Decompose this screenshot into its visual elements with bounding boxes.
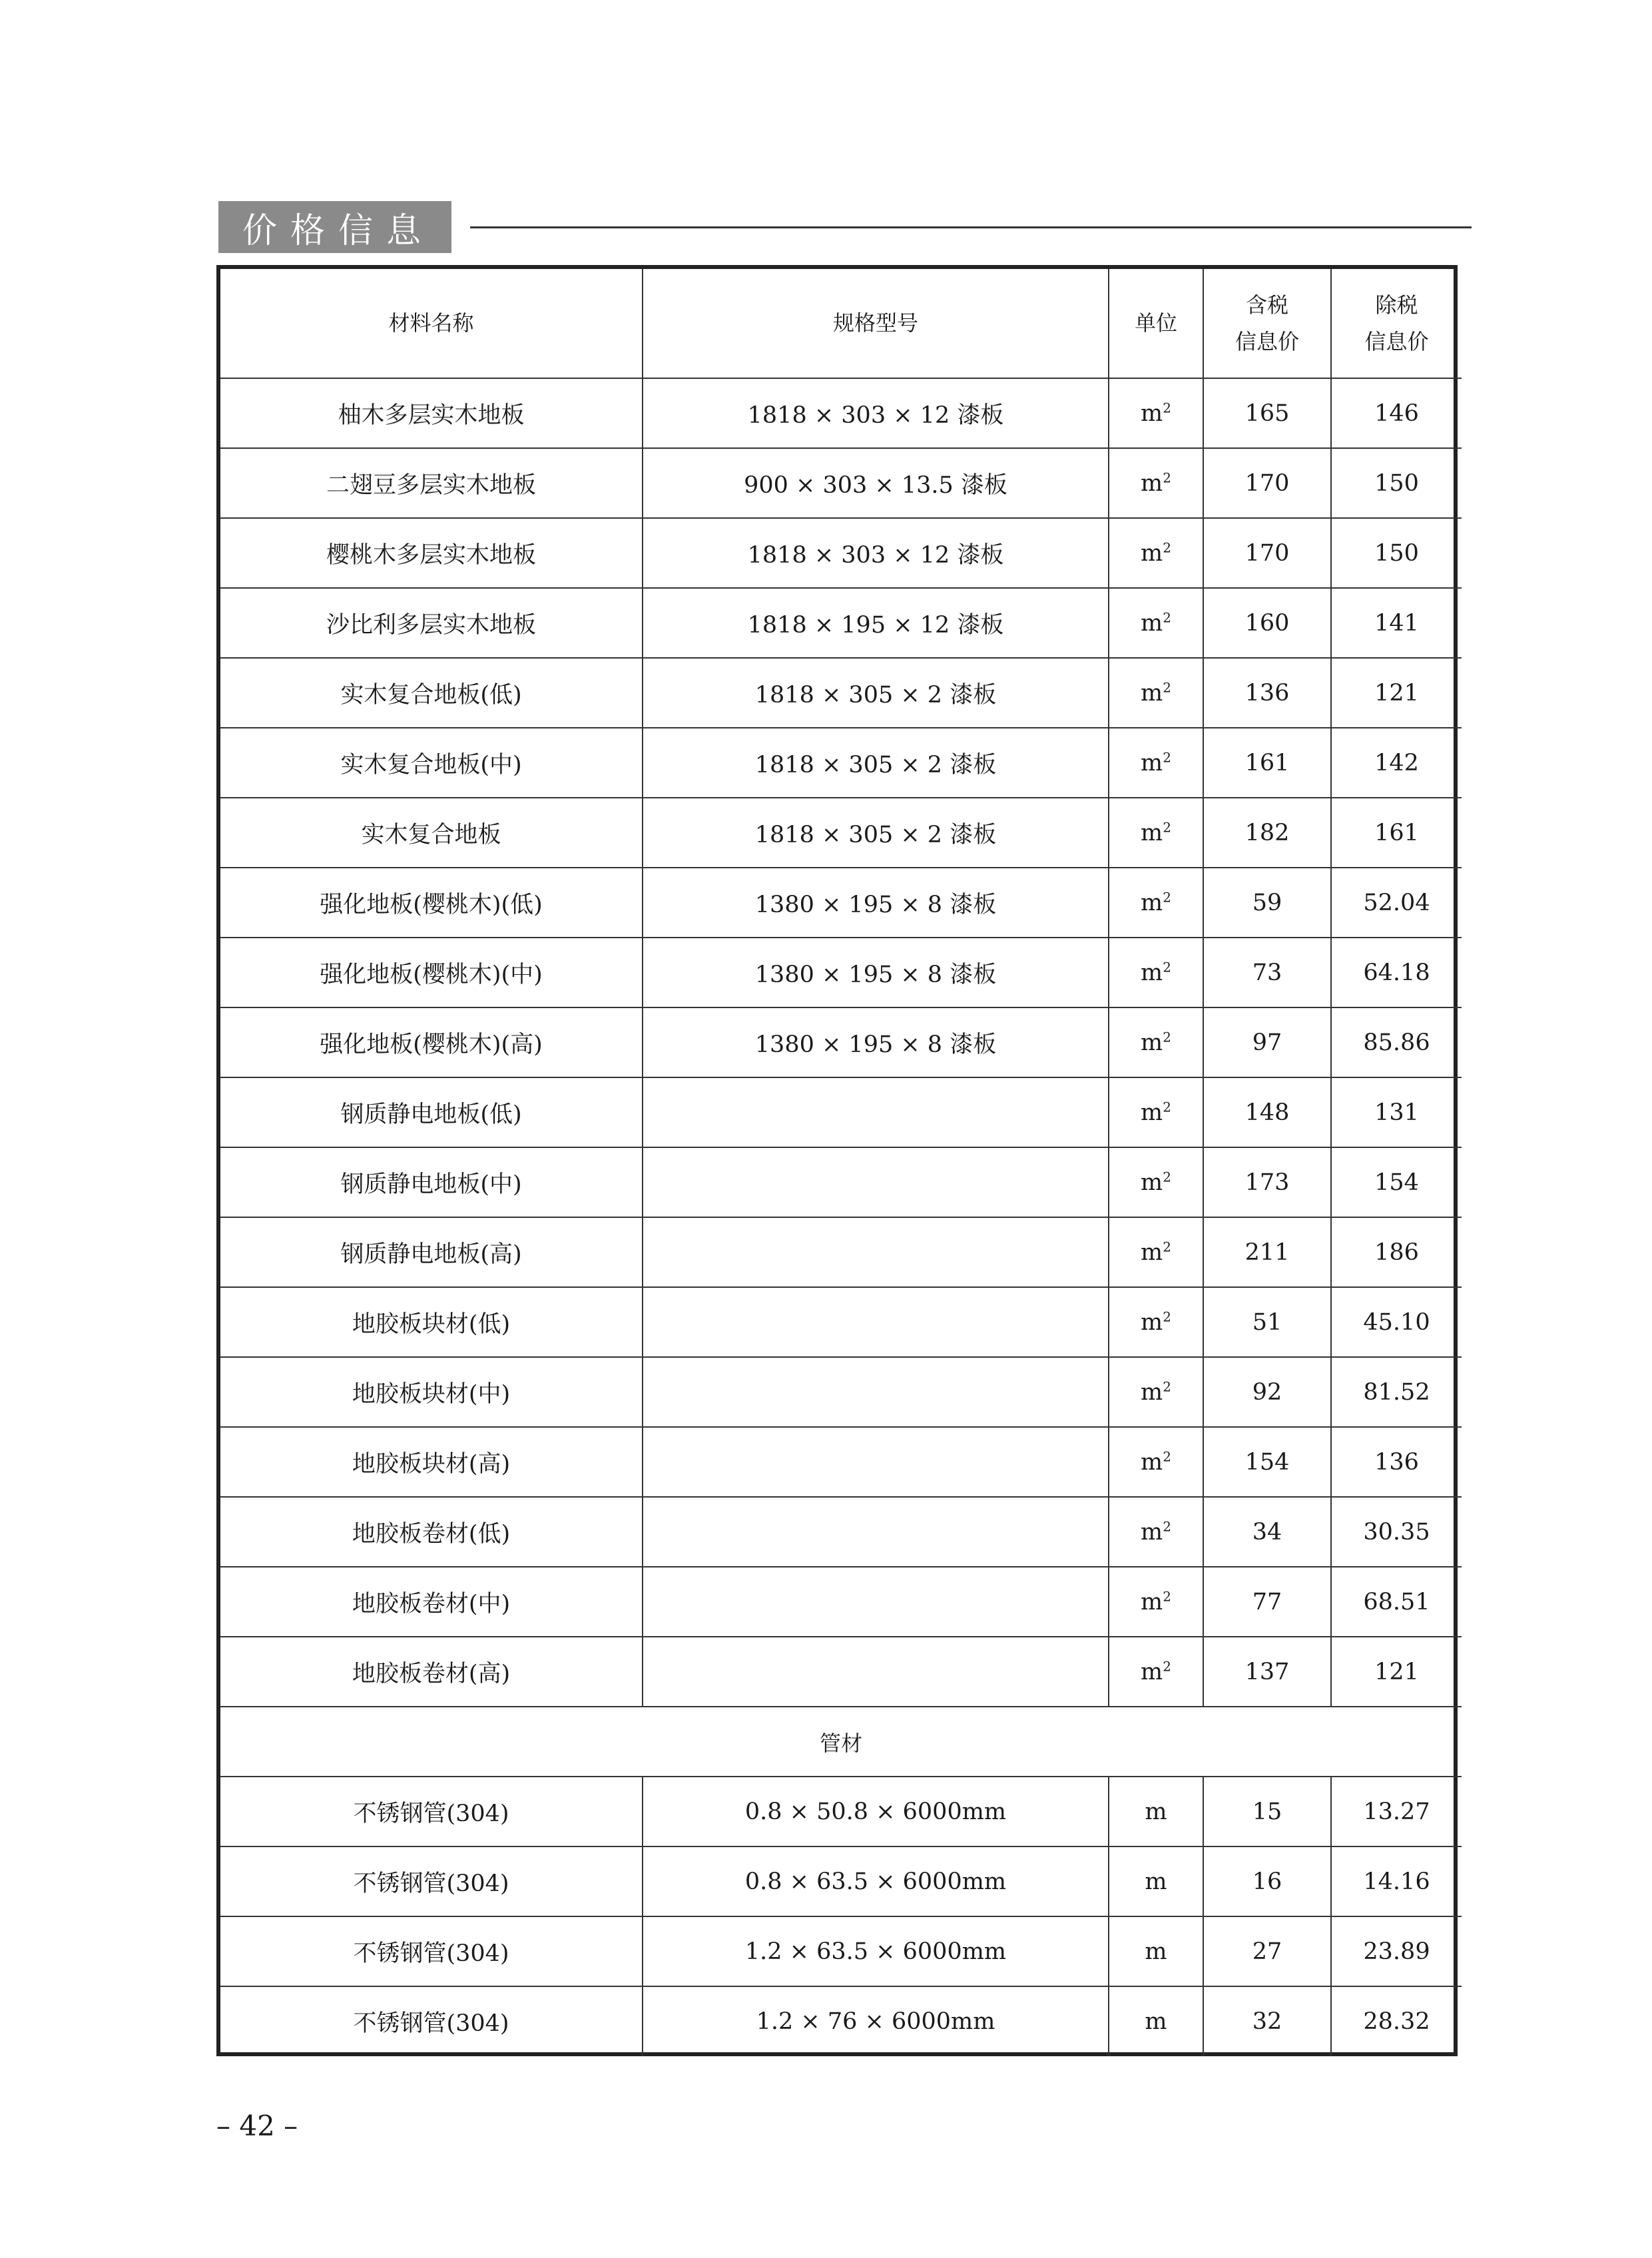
col-header-name: 材料名称	[220, 269, 643, 378]
cell-name: 樱桃木多层实木地板	[220, 518, 643, 588]
unit-base: m	[1141, 1448, 1163, 1476]
unit-base: m	[1141, 749, 1163, 776]
unit-superscript: 2	[1163, 1308, 1171, 1324]
cell-price-tax: 161	[1203, 728, 1331, 798]
unit-superscript: 2	[1163, 888, 1171, 905]
table-row	[220, 1357, 1462, 1427]
cell-price-tax: 165	[1203, 378, 1331, 448]
col-header-price-notax-line1: 除税	[1375, 292, 1418, 318]
cell-name: 沙比利多层实木地板	[220, 588, 643, 658]
cell-spec: 1380 × 195 × 8 漆板	[643, 938, 1109, 1007]
cell-spec: 1818 × 305 × 2 漆板	[643, 728, 1109, 798]
table-row	[220, 1427, 1462, 1497]
cell-price-tax: 32	[1203, 1986, 1331, 2056]
cell-unit	[1109, 1637, 1203, 1707]
cell-spec	[643, 1077, 1109, 1147]
cell-unit	[1109, 1147, 1203, 1217]
cell-price-tax: 211	[1203, 1217, 1331, 1287]
cell-price-notax: 28.32	[1331, 1986, 1462, 2056]
col-header-price-tax-line2: 信息价	[1235, 328, 1299, 354]
table-header-row	[220, 269, 1462, 378]
cell-spec: 0.8 × 63.5 × 6000mm	[643, 1846, 1109, 1916]
cell-price-notax: 30.35	[1331, 1497, 1462, 1567]
cell-unit: m	[1109, 1916, 1203, 1986]
col-header-price-tax	[1203, 269, 1331, 378]
unit-base: m	[1141, 539, 1163, 567]
unit-base: m	[1141, 889, 1163, 916]
cell-price-notax: 68.51	[1331, 1567, 1462, 1637]
cell-price-notax: 161	[1331, 798, 1462, 868]
cell-price-notax: 45.10	[1331, 1287, 1462, 1357]
cell-price-tax: 154	[1203, 1427, 1331, 1497]
cell-price-tax: 137	[1203, 1637, 1331, 1707]
cell-name: 钢质静电地板(中)	[220, 1147, 643, 1217]
cell-price-tax: 97	[1203, 1007, 1331, 1077]
cell-unit	[1109, 868, 1203, 938]
section-label: 管材	[220, 1707, 1462, 1777]
cell-spec: 1380 × 195 × 8 漆板	[643, 868, 1109, 938]
cell-spec: 1818 × 195 × 12 漆板	[643, 588, 1109, 658]
table-row	[220, 728, 1462, 798]
unit-superscript: 2	[1163, 609, 1171, 625]
unit-base: m	[1141, 1169, 1163, 1196]
cell-name: 实木复合地板(低)	[220, 658, 643, 728]
unit-base: m	[1141, 679, 1163, 706]
cell-name: 不锈钢管(304)	[220, 1846, 643, 1916]
unit-superscript: 2	[1163, 539, 1171, 555]
table-row	[220, 868, 1462, 938]
cell-price-tax: 170	[1203, 448, 1331, 518]
cell-spec: 900 × 303 × 13.5 漆板	[643, 448, 1109, 518]
unit-superscript: 2	[1163, 1448, 1171, 1464]
cell-price-tax: 170	[1203, 518, 1331, 588]
cell-spec: 1818 × 303 × 12 漆板	[643, 378, 1109, 448]
cell-price-tax: 34	[1203, 1497, 1331, 1567]
unit-superscript: 2	[1163, 1518, 1171, 1534]
cell-price-notax: 146	[1331, 378, 1462, 448]
table-row	[220, 448, 1462, 518]
unit-superscript: 2	[1163, 1238, 1171, 1255]
table-row	[220, 378, 1462, 448]
cell-price-tax: 148	[1203, 1077, 1331, 1147]
cell-name: 地胶板卷材(高)	[220, 1637, 643, 1707]
cell-name: 地胶板块材(高)	[220, 1427, 643, 1497]
unit-base: m	[1141, 819, 1163, 846]
cell-price-notax: 13.27	[1331, 1777, 1462, 1846]
cell-price-tax: 16	[1203, 1846, 1331, 1916]
unit-base: m	[1141, 1518, 1163, 1546]
cell-price-tax: 59	[1203, 868, 1331, 938]
table-row	[220, 1846, 1462, 1916]
table-row	[220, 1567, 1462, 1637]
cell-price-notax: 52.04	[1331, 868, 1462, 938]
unit-base: m	[1141, 1029, 1163, 1056]
unit-superscript: 2	[1163, 1168, 1171, 1185]
unit-base: m	[1141, 1239, 1163, 1266]
cell-price-tax: 51	[1203, 1287, 1331, 1357]
cell-name: 柚木多层实木地板	[220, 378, 643, 448]
cell-unit: m	[1109, 1986, 1203, 2056]
cell-name: 不锈钢管(304)	[220, 1986, 643, 2056]
unit-base: m	[1141, 469, 1163, 497]
cell-name: 地胶板卷材(中)	[220, 1567, 643, 1637]
header-rule	[470, 226, 1472, 228]
unit-base: m	[1141, 1588, 1163, 1615]
cell-spec	[643, 1427, 1109, 1497]
cell-unit	[1109, 798, 1203, 868]
cell-unit	[1109, 1357, 1203, 1427]
unit-superscript: 2	[1163, 748, 1171, 765]
table-row	[220, 1217, 1462, 1287]
unit-superscript: 2	[1163, 1028, 1171, 1045]
cell-price-tax: 27	[1203, 1916, 1331, 1986]
table-row	[220, 1497, 1462, 1567]
cell-spec: 1818 × 305 × 2 漆板	[643, 798, 1109, 868]
unit-base: m	[1141, 1378, 1163, 1406]
unit-base: m	[1141, 400, 1163, 427]
table-row	[220, 1147, 1462, 1217]
table-row	[220, 1637, 1462, 1707]
cell-price-notax: 136	[1331, 1427, 1462, 1497]
cell-price-notax: 142	[1331, 728, 1462, 798]
cell-price-notax: 121	[1331, 1637, 1462, 1707]
cell-price-tax: 92	[1203, 1357, 1331, 1427]
cell-spec	[643, 1287, 1109, 1357]
unit-base: m	[1141, 609, 1163, 637]
cell-name: 地胶板卷材(低)	[220, 1497, 643, 1567]
cell-price-tax: 73	[1203, 938, 1331, 1007]
cell-unit	[1109, 658, 1203, 728]
table-row	[220, 1077, 1462, 1147]
cell-price-tax: 173	[1203, 1147, 1331, 1217]
table-row	[220, 588, 1462, 658]
table-row	[220, 518, 1462, 588]
cell-spec	[643, 1567, 1109, 1637]
cell-name: 强化地板(樱桃木)(低)	[220, 868, 643, 938]
col-header-price-tax-line1: 含税	[1245, 292, 1288, 318]
section-header	[218, 201, 451, 253]
cell-price-notax: 186	[1331, 1217, 1462, 1287]
cell-price-tax: 136	[1203, 658, 1331, 728]
cell-unit	[1109, 728, 1203, 798]
cell-price-notax: 141	[1331, 588, 1462, 658]
table-row	[220, 938, 1462, 1007]
cell-spec: 1818 × 303 × 12 漆板	[643, 518, 1109, 588]
price-table-frame	[216, 265, 1458, 2056]
cell-price-notax: 131	[1331, 1077, 1462, 1147]
cell-unit	[1109, 1427, 1203, 1497]
cell-unit	[1109, 518, 1203, 588]
table-row	[220, 1916, 1462, 1986]
table-row	[220, 1007, 1462, 1077]
cell-spec	[643, 1637, 1109, 1707]
cell-price-notax: 85.86	[1331, 1007, 1462, 1077]
cell-price-notax: 154	[1331, 1147, 1462, 1217]
table-row	[220, 658, 1462, 728]
cell-name: 不锈钢管(304)	[220, 1777, 643, 1846]
table-row	[220, 1777, 1462, 1846]
cell-name: 二翅豆多层实木地板	[220, 448, 643, 518]
cell-price-tax: 160	[1203, 588, 1331, 658]
unit-base: m	[1141, 1099, 1163, 1126]
table-row	[220, 798, 1462, 868]
cell-spec	[643, 1497, 1109, 1567]
cell-price-notax: 14.16	[1331, 1846, 1462, 1916]
cell-price-notax: 150	[1331, 518, 1462, 588]
unit-superscript: 2	[1163, 679, 1171, 695]
cell-name: 实木复合地板	[220, 798, 643, 868]
unit-base: m	[1141, 1308, 1163, 1336]
section-header-title: 价格信息	[242, 210, 434, 251]
cell-price-tax: 182	[1203, 798, 1331, 868]
cell-unit	[1109, 1007, 1203, 1077]
unit-superscript: 2	[1163, 399, 1171, 416]
cell-price-notax: 81.52	[1331, 1357, 1462, 1427]
cell-spec: 1818 × 305 × 2 漆板	[643, 658, 1109, 728]
cell-spec: 1.2 × 76 × 6000mm	[643, 1986, 1109, 2056]
cell-name: 实木复合地板(中)	[220, 728, 643, 798]
col-header-price-notax-line2: 信息价	[1364, 328, 1429, 354]
unit-base: m	[1141, 959, 1163, 986]
cell-spec: 1.2 × 63.5 × 6000mm	[643, 1916, 1109, 1986]
cell-unit	[1109, 1287, 1203, 1357]
cell-name: 强化地板(樱桃木)(高)	[220, 1007, 643, 1077]
cell-name: 钢质静电地板(低)	[220, 1077, 643, 1147]
cell-unit	[1109, 1497, 1203, 1567]
table-row	[220, 1986, 1462, 2056]
cell-spec	[643, 1147, 1109, 1217]
unit-base: m	[1141, 1658, 1163, 1685]
col-header-unit: 单位	[1109, 269, 1203, 378]
unit-superscript: 2	[1163, 818, 1171, 835]
unit-superscript: 2	[1163, 958, 1171, 975]
cell-name: 地胶板块材(低)	[220, 1287, 643, 1357]
cell-price-tax: 77	[1203, 1567, 1331, 1637]
cell-name: 地胶板块材(中)	[220, 1357, 643, 1427]
cell-spec: 0.8 × 50.8 × 6000mm	[643, 1777, 1109, 1846]
cell-price-notax: 150	[1331, 448, 1462, 518]
section-row-pipes	[220, 1707, 1462, 1777]
unit-superscript: 2	[1163, 469, 1171, 485]
price-table	[220, 269, 1462, 2056]
cell-unit	[1109, 1567, 1203, 1637]
page-number: – 42 –	[216, 2110, 298, 2142]
cell-spec	[643, 1357, 1109, 1427]
unit-superscript: 2	[1163, 1378, 1171, 1394]
cell-unit	[1109, 938, 1203, 1007]
col-header-price-notax	[1331, 269, 1462, 378]
cell-unit	[1109, 1077, 1203, 1147]
cell-price-notax: 64.18	[1331, 938, 1462, 1007]
cell-unit: m	[1109, 1777, 1203, 1846]
cell-unit: m	[1109, 1846, 1203, 1916]
cell-name: 不锈钢管(304)	[220, 1916, 643, 1986]
cell-spec: 1380 × 195 × 8 漆板	[643, 1007, 1109, 1077]
cell-spec	[643, 1217, 1109, 1287]
unit-superscript: 2	[1163, 1657, 1171, 1674]
col-header-spec: 规格型号	[643, 269, 1109, 378]
table-row	[220, 1287, 1462, 1357]
cell-name: 强化地板(樱桃木)(中)	[220, 938, 643, 1007]
cell-price-notax: 121	[1331, 658, 1462, 728]
cell-name: 钢质静电地板(高)	[220, 1217, 643, 1287]
cell-unit	[1109, 378, 1203, 448]
unit-superscript: 2	[1163, 1098, 1171, 1115]
cell-unit	[1109, 588, 1203, 658]
cell-unit	[1109, 1217, 1203, 1287]
cell-price-tax: 15	[1203, 1777, 1331, 1846]
unit-superscript: 2	[1163, 1587, 1171, 1604]
cell-price-notax: 23.89	[1331, 1916, 1462, 1986]
cell-unit	[1109, 448, 1203, 518]
